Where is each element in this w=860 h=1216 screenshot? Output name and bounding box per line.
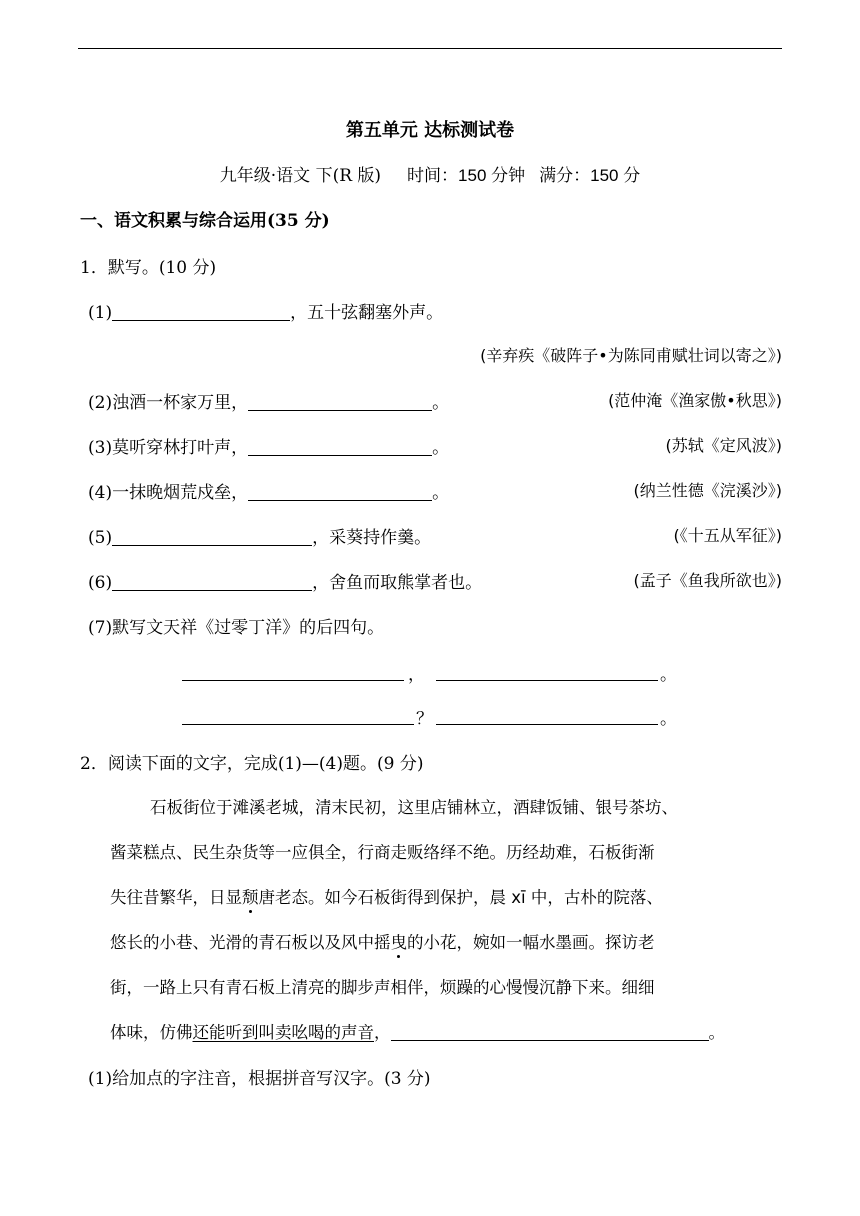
passage-line: 体味，仿佛还能听到叫卖吆喝的声音， 。 [110, 1023, 725, 1042]
q1-item-2: (2)浊酒一杯家万里， 。 [88, 393, 450, 413]
q1-item-4: (4)一抹晚烟荒戍垒， 。 [88, 483, 450, 503]
answer-blank[interactable] [182, 724, 414, 725]
q2-sub-1: (1)给加点的字注音，根据拼音写汉字。(3 分) [88, 1069, 431, 1089]
answer-blank[interactable] [436, 724, 658, 725]
q1-item-5: (5) ，采葵持作羹。 [88, 528, 432, 548]
answer-blank[interactable] [182, 680, 404, 681]
page-title: 第五单元 达标测试卷 [345, 120, 515, 141]
question-mark: ？ [416, 709, 433, 729]
passage-line: 酱菜糕点、民生杂货等一应俱全，行商走贩络绎不绝。历经劫难，石板街渐 [110, 843, 655, 862]
score-value: 150 分 [590, 166, 641, 185]
dotted-char: 曳 [390, 933, 407, 952]
answer-blank[interactable] [248, 392, 432, 411]
answer-blank[interactable] [248, 437, 432, 456]
passage-line: 悠长的小巷、光滑的青石板以及风中摇曳的小花，婉如一幅水墨画。探访老 [110, 933, 655, 952]
passage-line: 街，一路上只有青石板上清亮的脚步声相伴，烦躁的心慢慢沉静下来。细细 [110, 978, 655, 997]
q1-item-5-source: (《十五从军征》) [673, 526, 782, 545]
score-label: 满分： [539, 166, 591, 186]
q1-item-7: (7)默写文天祥《过零丁洋》的后四句。 [88, 618, 385, 638]
time-label: 时间： [407, 166, 459, 186]
q1-item-1: (1) ，五十弦翻塞外声。 [88, 303, 444, 323]
answer-blank[interactable] [391, 1022, 709, 1041]
question-1-prompt: 1．默写。(10 分) [80, 258, 217, 278]
answer-blank[interactable] [112, 572, 312, 591]
comma: ， [408, 665, 425, 685]
section-heading: 一、语文积累与综合运用(35 分) [80, 211, 330, 231]
time-value: 150 分钟 [458, 166, 526, 185]
top-rule [78, 48, 782, 49]
underlined-phrase: 还能听到叫卖吆喝的声音 [192, 1023, 374, 1042]
answer-blank[interactable] [436, 680, 658, 681]
q1-item-4-source: (纳兰性德《浣溪沙》) [633, 481, 782, 500]
passage-line: 石板街位于滩溪老城，清末民初，这里店铺林立，酒肆饭铺、银号茶坊、 [150, 798, 678, 817]
period: 。 [660, 709, 677, 729]
passage-line: 失往昔繁华，日显颓唐老态。如今石板街得到保护，晨 xī 中，古朴的院落、 [110, 888, 663, 907]
q1-item-6-source: (孟子《鱼我所欲也》) [633, 571, 782, 590]
q1-item-2-source: (范仲淹《渔家傲•秋思》) [608, 391, 782, 410]
answer-blank[interactable] [112, 527, 312, 546]
q1-item-6: (6) ，舍鱼而取熊掌者也。 [88, 573, 483, 593]
q1-item-1-source: (辛弃疾《破阵子•为陈同甫赋壮词以寄之》) [480, 346, 782, 365]
grade-subject: 九年级·语文 下(R 版) [219, 166, 382, 186]
q1-item-3: (3)莫听穿林打叶声， 。 [88, 438, 450, 458]
q1-item-3-source: (苏轼《定风波》) [665, 436, 782, 455]
answer-blank[interactable] [248, 482, 432, 501]
exam-meta [0, 161, 860, 186]
answer-blank[interactable] [112, 302, 290, 321]
question-2-prompt: 2．阅读下面的文字，完成(1)—(4)题。(9 分) [80, 754, 424, 774]
dotted-char: 颓 [242, 888, 259, 907]
period: 。 [660, 665, 677, 685]
